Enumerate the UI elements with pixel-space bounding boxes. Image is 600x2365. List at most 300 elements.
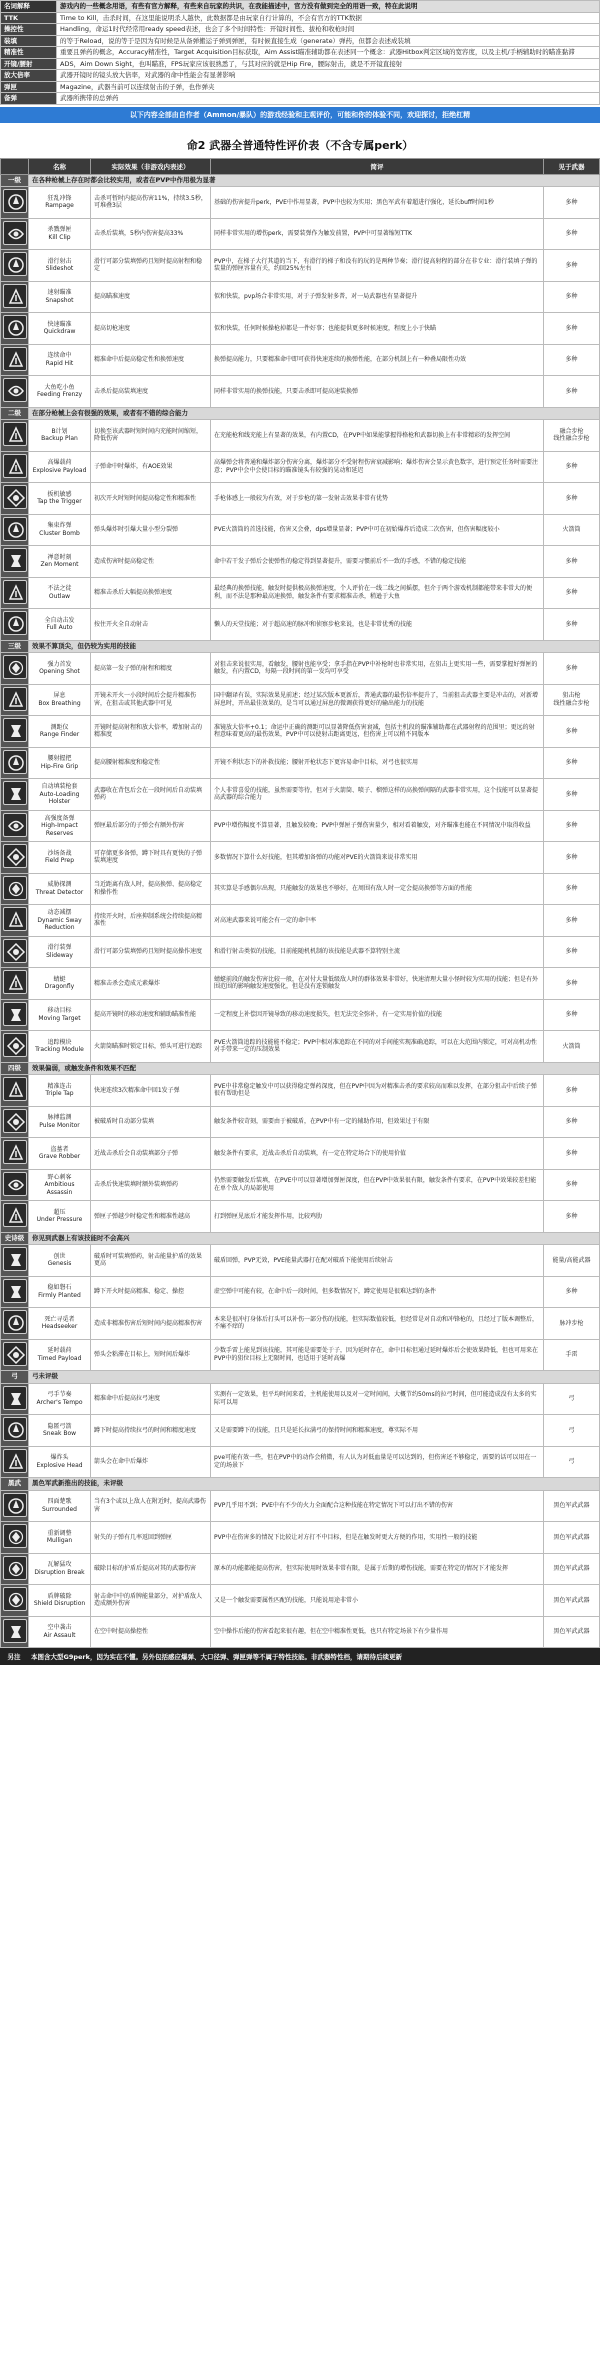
perk-effect: 被破盾时自动部分装填 [91, 1106, 211, 1138]
perk-row [1, 1383, 600, 1415]
glossary-row [1, 47, 600, 59]
perk-comment: 开镜不利状态下的补救技能；腰射开枪状态下更容易命中目标，对弓也很实用 [211, 747, 544, 779]
perk-name-cn: 连续命中 [47, 352, 72, 360]
perk-weapon: 多种 [544, 281, 600, 313]
perk-effect: 精准击杀会造成元素爆炸 [91, 968, 211, 1000]
perk-name-en: Ambitious Assassin [44, 1181, 75, 1196]
perk-name [29, 684, 91, 716]
perk-name-cn: 扳机敏感 [47, 490, 72, 498]
glossary-term: TTK [1, 12, 57, 24]
perk-name-cn: 四面楚歌 [47, 1498, 72, 1506]
perk-name-cn: 杀戮弹匣 [47, 226, 72, 234]
perk-weapon: 狙击枪 线性融合步枪 [544, 684, 600, 716]
perk-name-cn: 超压 [53, 1208, 66, 1216]
perk-effect: 在空中时提高操控性 [91, 1616, 211, 1648]
perk-icon-cell [1, 1585, 29, 1617]
perk-name-en: Cluster Bomb [39, 529, 80, 537]
name-header: 名称 [29, 158, 91, 174]
perk-icon-cell [1, 1308, 29, 1340]
perk-effect: 破除目标的护盾后提高对其的武器伤害 [91, 1553, 211, 1585]
perk-name-cn: 延时载荷 [47, 1347, 72, 1355]
perk-icon-cell [1, 483, 29, 515]
tracking-module-icon [3, 1033, 27, 1057]
perk-effect: 击杀可暂时内提高伤害11%，持续3.5秒，可堆叠3层 [91, 187, 211, 219]
section-header [1, 640, 600, 653]
perk-name [29, 1446, 91, 1478]
perk-name-cn: 全自动击发 [44, 616, 75, 624]
perk-row [1, 1106, 600, 1138]
perk-icon-cell [1, 999, 29, 1031]
perk-row [1, 1446, 600, 1478]
box-breathing-icon [3, 687, 27, 711]
perk-weapon: 多种 [544, 451, 600, 483]
perk-name [29, 483, 91, 515]
perk-row [1, 1308, 600, 1340]
perk-icon-cell [1, 873, 29, 905]
section-tier-label: 弓 [1, 1371, 29, 1384]
perk-name-en: Zen Moment [40, 561, 79, 569]
perk-weapon: 能量/高能武器 [544, 1245, 600, 1277]
perk-name [29, 451, 91, 483]
section-header [1, 1478, 600, 1491]
perk-name-en: Triple Tap [45, 1090, 74, 1098]
perk-comment: 本来是很冲打身体后打头可以补伤一部分伤的技能，但实际数值较低，但经常是对自动和冲锋枪的，且经过了版本调整后，不痛不痒的 [211, 1308, 544, 1340]
perk-name [29, 376, 91, 408]
perk-name-en: Disruption Break [34, 1568, 85, 1576]
perk-name-en: Opening Shot [39, 668, 80, 676]
ambitious-assassin-icon [3, 1172, 27, 1196]
perk-comment: 又是一个触发需要属性匹配的技能，只能说用途非常小 [211, 1585, 544, 1617]
perk-row [1, 1585, 600, 1617]
perk-name-en: Range Finder [39, 731, 80, 739]
glossary-term: 名词解释 [1, 1, 57, 13]
perk-icon-cell [1, 451, 29, 483]
glossary-definition: 的等于Reload，说的等于是因为有时候是从备弹搬运子弹到弹匣，有时候直接生成（generate）弹药，但都会表述成装填 [57, 35, 600, 47]
opening-shot-icon [3, 655, 27, 679]
perk-row [1, 653, 600, 685]
perk-effect: 快速连续3次精准命中回1发子弹 [91, 1075, 211, 1107]
perk-name [29, 936, 91, 968]
perk-weapon: 多种 [544, 653, 600, 685]
rapid-hit-icon [3, 347, 27, 371]
perk-name-cn: 不法之徒 [47, 585, 72, 593]
section-title: 你见到武器上有该技能时不会高兴 [29, 1232, 600, 1245]
perk-weapon: 融合步枪 线性融合步枪 [544, 420, 600, 452]
perk-name [29, 546, 91, 578]
perk-icon-cell [1, 905, 29, 937]
perk-name [29, 1106, 91, 1138]
perk-weapon: 多种 [544, 999, 600, 1031]
perk-row [1, 1031, 600, 1063]
icon-header [1, 158, 29, 174]
perk-name-en: Kill Clip [48, 233, 71, 241]
glossary-row [1, 93, 600, 105]
perk-icon-cell [1, 514, 29, 546]
perk-comment: 触发条件有要求，近战击杀后自动装填，有一定在特定场合下的使用价值 [211, 1138, 544, 1170]
perk-effect: 提高第一发子弹的射程和精度 [91, 653, 211, 685]
perk-effect: 箭头会在命中后爆炸 [91, 1446, 211, 1478]
perk-comment: 对狙击来说很实用，看触发，腰射也能享受；拿手指在PVP中补枪时也非常实用，在狙击上更实用一些，需要掌握好弹匣的触发，有内置CD，每隔一段时间的第一发均可享受 [211, 653, 544, 685]
perk-comment: 一定程度上补偿因开镜导致的移动速度损失，但无法完全弥补，有一定实用价值的技能 [211, 999, 544, 1031]
section-title: 黑色军武新推出的技能，未评级 [29, 1478, 600, 1491]
perk-comment: PVP中，在梯子大行其道的当下，有滑行的梯子和没有的玩的是两种节奏；滑行提高射程的部分在非专业：滑行装填子弹的装量的弹匣容量有关，约回25%左右 [211, 250, 544, 282]
perk-effect: 初次开火时短时间提高稳定性和精准性 [91, 483, 211, 515]
glossary-table [0, 0, 600, 105]
perk-icon-cell [1, 609, 29, 641]
glossary-term: 备弹 [1, 93, 57, 105]
perk-weapon: 黑色军武武器 [544, 1553, 600, 1585]
glossary-definition: 武器所携带的总弹药 [57, 93, 600, 105]
perk-weapon: 脉冲步枪 [544, 1308, 600, 1340]
perk-name [29, 187, 91, 219]
section-tier-label: 四级 [1, 1062, 29, 1075]
perk-name-en: Threat Detector [35, 888, 84, 896]
perk-comment: 打到弹匣见底后才能发挥作用，比较鸡肋 [211, 1201, 544, 1233]
page-title: 命2 武器全普通特性评价表（不含专属perk） [186, 138, 414, 152]
perk-effect: 造成非精准伤害后短时间内提高精准伤害 [91, 1308, 211, 1340]
perk-weapon: 多种 [544, 1106, 600, 1138]
perk-comment: 命中若干发子弹后会使弹性的稳定得到显著提升，需要习惯前后不一致的手感，不错的稳定技能 [211, 546, 544, 578]
backup-plan-icon [3, 422, 27, 446]
perk-comment: PVP中在伤害多的情况下比较让对方打不中目标，但是在触发时更大方便的作用，实用性一般的技能 [211, 1522, 544, 1554]
air-assault-icon [3, 1619, 27, 1643]
perk-name-en: Pulse Monitor [39, 1121, 80, 1129]
perk-effect: 近战击杀后会自动装填部分子弹 [91, 1138, 211, 1170]
perk-comment: 个人非常喜爱的技能，虽然需要等待，但对于火箭筒、喷子、榴弹这样的高换弹间隔的武器非常实用，这个技能可以显著提高武器的综合能力 [211, 779, 544, 811]
perk-row [1, 344, 600, 376]
perk-name [29, 514, 91, 546]
perk-name-cn: 测距仪 [50, 723, 69, 731]
perk-icon-cell [1, 577, 29, 609]
perk-weapon: 多种 [544, 873, 600, 905]
timed-payload-icon [3, 1342, 27, 1366]
perk-name-en: Quickdraw [43, 328, 76, 336]
perk-name-en: Moving Target [38, 1014, 81, 1022]
perk-name-en: Feeding Frenzy [36, 391, 83, 399]
perk-icon-cell [1, 968, 29, 1000]
perk-comment: 懒人的天堂技能；对于超高速的脉冲和侦察步枪来说，也是非常优秀的技能 [211, 609, 544, 641]
threat-detector-icon [3, 876, 27, 900]
perk-name-cn: 脉搏监测 [47, 1114, 72, 1122]
perk-weapon: 多种 [544, 609, 600, 641]
perk-row [1, 999, 600, 1031]
perk-comment: 基础的伤害提升perk，PVE中作用显著，PVP中也较为实用；黑色军武有着超进行强化，延长buff时间1秒 [211, 187, 544, 219]
perk-name-cn: 屏息 [53, 692, 66, 700]
perk-name [29, 577, 91, 609]
section-header [1, 1371, 600, 1384]
perk-comment: 触发条件较苛刻，需要由于被破盾，在PVP中有一定的辅助作用，但效果过于有限 [211, 1106, 544, 1138]
section-header [1, 407, 600, 420]
perk-name-en: Explosive Payload [32, 466, 87, 474]
glossary-term: 弹匣 [1, 81, 57, 93]
perk-row [1, 1522, 600, 1554]
perk-row [1, 1553, 600, 1585]
perk-comment: PVE火箭筒追踪的技能能不稳定；PVP中相对准追踪在不同的对手间能实现准确追踪，可以在大范围内锁定，可对高机动性对手带来一定的压制效果 [211, 1031, 544, 1063]
perk-weapon: 多种 [544, 483, 600, 515]
perk-name-en: Headseeker [41, 1323, 78, 1331]
perk-name-cn: 高爆载荷 [47, 459, 72, 467]
perk-effect: 破盾时可装填弹药，射击能量护盾的效果更高 [91, 1245, 211, 1277]
perk-row [1, 842, 600, 874]
perk-name-en: Dynamic Sway Reduction [37, 916, 82, 931]
perk-icon-cell [1, 1616, 29, 1648]
perk-name [29, 1245, 91, 1277]
perk-weapon: 多种 [544, 218, 600, 250]
perk-comment: 似和快装，任何时候操枪掉都是一件好事；也能提供更多时候速度，程度上小于快瞄 [211, 313, 544, 345]
perk-row [1, 873, 600, 905]
perk-effect: 武器收在背包后会在一段时间后自动装填弹药 [91, 779, 211, 811]
dragonfly-icon [3, 970, 27, 994]
dynamic-sway-reduction-icon [3, 907, 27, 931]
perk-name [29, 218, 91, 250]
perk-name-cn: B计划 [51, 427, 68, 435]
perk-name-cn: 威胁探测 [47, 881, 72, 889]
snapshot-icon [3, 284, 27, 308]
perk-weapon: 弓 [544, 1415, 600, 1447]
perk-name-cn: 盾牌破除 [47, 1592, 72, 1600]
perk-name-cn: 移动目标 [47, 1007, 72, 1015]
section-tier-label: 黑武 [1, 1478, 29, 1491]
perk-row [1, 420, 600, 452]
perk-effect: 弹头会粘滞在目标上，短时间后爆炸 [91, 1339, 211, 1371]
perk-icon-cell [1, 1245, 29, 1277]
outlaw-icon [3, 580, 27, 604]
tap-trigger-icon [3, 485, 27, 509]
section-header [1, 1062, 600, 1075]
perk-name [29, 1138, 91, 1170]
perk-weapon: 多种 [544, 936, 600, 968]
perk-name [29, 1522, 91, 1554]
section-tier-label: 一级 [1, 174, 29, 187]
perk-comment: 其实算是手感偶尔出现，只能触发的效果也不够好，在周围有敌人时一定会提高换弹等方面的性能 [211, 873, 544, 905]
perk-comment: 最经典的换弹技能，触发时提供极高换弹速度，个人评价在一线二线之间摇摆，但介于两个游戏机制都能带来非常大的便利，而不法是那种最高速换弹，触发条件有要求精准击杀，稍逊于大鱼 [211, 577, 544, 609]
perk-name [29, 1276, 91, 1308]
perk-icon-cell [1, 1522, 29, 1554]
perk-icon-cell [1, 187, 29, 219]
perk-name-cn: 动态减摆 [47, 909, 72, 916]
perk-name-cn: 自动填装枪套 [41, 783, 78, 790]
perk-name [29, 1553, 91, 1585]
perk-name [29, 1339, 91, 1371]
genesis-icon [3, 1247, 27, 1271]
perk-name-en: Box Breathing [38, 699, 81, 707]
perk-name [29, 1383, 91, 1415]
perk-name-cn: 快速瞄准 [47, 320, 72, 328]
perk-comment: 虚空弹中可能有较，在命中后一段时间，但多数情况下，蹲定使用是很难达到的条件 [211, 1276, 544, 1308]
perk-weapon: 火箭筒 [544, 1031, 600, 1063]
perk-effect: 蹲下开火时提高精准、稳定、操控 [91, 1276, 211, 1308]
firmly-planted-icon [3, 1279, 27, 1303]
rampage-icon [3, 189, 27, 213]
perk-name-en: Timed Payload [37, 1354, 82, 1362]
perk-name [29, 1490, 91, 1522]
perk-comment: 少数手雷上能见到该技能，其可能是需要处于子，因为延时存在，命中目标但通过延时爆炸后会使效果降低，但也可用来在PVP中的狙位目标上无限时间，也适用于延时高爆 [211, 1339, 544, 1371]
perk-name-cn: 空中袭击 [47, 1624, 72, 1632]
perk-effect: 弹匣子弹越少时稳定性和精准性越高 [91, 1201, 211, 1233]
perk-weapon: 多种 [544, 1276, 600, 1308]
perk-name [29, 344, 91, 376]
perk-name-cn: 蜻蜓 [53, 975, 66, 983]
footer-label: 另注 [0, 1648, 28, 1665]
perk-name-cn: 滑行装弹 [47, 944, 72, 952]
perk-row [1, 514, 600, 546]
section-title: 在部分枪械上会有很强的效果，或者有不错的综合能力 [29, 407, 600, 420]
perk-name [29, 1169, 91, 1201]
glossary-definition: Handling，命运1时代经常用ready speed表述，也会了多个时间特性：开镜时间性、拔枪和收枪时间 [57, 24, 600, 36]
perk-comment: 对高速武器来说可能会有一定的命中率 [211, 905, 544, 937]
perk-effect: 精准命中后提高稳定性和换弹速度 [91, 344, 211, 376]
perk-comment: 仍然需要触发后装填，在PVE中可以显著增加弹匣深度，但在PVP中效果很有限，触发条件有要求，在PVP中效果较差但能在单个敌人的局部使用 [211, 1169, 544, 1201]
perk-row [1, 1415, 600, 1447]
perk-name [29, 810, 91, 842]
perk-effect: 滑行可部分装填弹药且短时提高射程和稳定 [91, 250, 211, 282]
perk-effect: 击杀后提高装填速度 [91, 376, 211, 408]
section-tier-label: 史诗级 [1, 1232, 29, 1245]
perk-icon-cell [1, 1106, 29, 1138]
perk-effect: 造成伤害时提高稳定性 [91, 546, 211, 578]
perk-comment: 同样非常实用的增伤perk，需要装弹作为触发前置，PVP中可显著缩短TTK [211, 218, 544, 250]
high-impact-reserves-icon [3, 813, 27, 837]
perk-weapon: 多种 [544, 1201, 600, 1233]
perk-row [1, 1169, 600, 1201]
perk-icon-cell [1, 1339, 29, 1371]
perk-icon-cell [1, 1201, 29, 1233]
perk-weapon: 多种 [544, 810, 600, 842]
perk-weapon: 多种 [544, 905, 600, 937]
explosive-head-icon [3, 1449, 27, 1473]
perk-weapon: 多种 [544, 968, 600, 1000]
cluster-bomb-icon [3, 517, 27, 541]
slideway-icon [3, 939, 27, 963]
perk-weapon: 多种 [544, 716, 600, 748]
perk-row [1, 905, 600, 937]
perk-icon-cell [1, 842, 29, 874]
perk-icon-cell [1, 376, 29, 408]
perk-icon-cell [1, 1446, 29, 1478]
perk-effect: 提高切枪速度 [91, 313, 211, 345]
under-pressure-icon [3, 1203, 27, 1227]
perk-row [1, 281, 600, 313]
perk-name [29, 779, 91, 811]
moving-target-icon [3, 1002, 27, 1026]
perk-icon-cell [1, 546, 29, 578]
perk-effect: 射失的子弹有几率返回到弹匣 [91, 1522, 211, 1554]
perk-row [1, 1138, 600, 1170]
perk-icon-cell [1, 779, 29, 811]
perk-comment: 手枪体感上一般较为有效，对于步枪的第一发射击效果非常有优势 [211, 483, 544, 515]
perk-name [29, 250, 91, 282]
perk-weapon: 弓 [544, 1446, 600, 1478]
perk-row [1, 810, 600, 842]
perk-icon-cell [1, 810, 29, 842]
perk-comment: 同样非常实用的换弹技能，只要击杀即可提高速装换弹 [211, 376, 544, 408]
explosive-payload-icon [3, 454, 27, 478]
perk-effect: 提高腰射精准度和稳定性 [91, 747, 211, 779]
perk-name-cn: 盗墓者 [50, 1145, 69, 1153]
perk-name-en: Shield Disruption [33, 1600, 86, 1608]
quickdraw-icon [3, 315, 27, 339]
perk-comment: 换弹提高能力，只要精准命中即可获得快速连续的换弹性能，在部分机制上有一种叠局限性功效 [211, 344, 544, 376]
perk-comment: 蜻蜓前段的触发伤害比较一般，在对付大量低级敌人时的群体效果非常好，快速清理大量小怪时较为实用的技能；但是有外围范围的影响触发速度强化，但是没有连锁触发 [211, 968, 544, 1000]
perk-name [29, 873, 91, 905]
disruption-break-icon [3, 1556, 27, 1580]
perk-name [29, 1075, 91, 1107]
perk-name-en: Rapid Hit [45, 359, 74, 367]
perk-name-cn: 腰射握把 [47, 755, 72, 763]
section-title: 弓未评级 [29, 1371, 600, 1384]
perk-name-cn: 沙场备战 [47, 849, 72, 857]
perk-icon-cell [1, 1169, 29, 1201]
perk-comment: 高爆弹会将普通和爆炸部分伤害分离，爆炸部分不受射程伤害衰减影响；爆炸伤害会显示黄色数字，进行预定任务时需要注意；PVP中会中会使目标的瞄准镜头有较强的晃动和延迟 [211, 451, 544, 483]
perk-effect: 弹头爆炸时引爆大量小型分裂弹 [91, 514, 211, 546]
perk-name-en: Hip-Fire Grip [40, 762, 79, 770]
perk-effect: 蹲下时提高持续拉弓的时间和精度速度 [91, 1415, 211, 1447]
auto-loading-holster-icon [3, 781, 27, 805]
perk-weapon: 多种 [544, 747, 600, 779]
perk-name [29, 609, 91, 641]
footer-note [0, 1648, 600, 1665]
glossary-definition: Magazine，武器当前可以连续射击的子弹，也作弹夹 [57, 81, 600, 93]
perk-name-en: Surrounded [42, 1505, 77, 1513]
perk-effect: 当有3个或以上敌人在附近时，提高武器伤害 [91, 1490, 211, 1522]
perk-name-en: Auto-Loading Holster [39, 790, 80, 805]
perk-weapon: 多种 [544, 779, 600, 811]
perk-name-cn: 创世 [53, 1252, 66, 1260]
perk-name-en: Genesis [47, 1260, 72, 1268]
headseeker-icon [3, 1310, 27, 1334]
perk-row [1, 1201, 600, 1233]
perk-name-en: Sneak Bow [42, 1430, 77, 1438]
perk-name-en: Snapshot [45, 296, 74, 304]
perk-name-cn: 滑行射击 [47, 257, 72, 265]
perk-weapon: 弓 [544, 1383, 600, 1415]
perk-comment: PVE火箭筒的首选技能，伤害又会叠，dps增量显著；PVP中可在初始爆炸后造成二次伤害，但伤害幅度较小 [211, 514, 544, 546]
perk-name-en: Slideshot [45, 265, 74, 273]
perk-comment: PVE中非常稳定触发中可以获得稳定弹药深度，但在PVP中因为对精准击杀的要求较高而难以发挥，在部分狙击中后续子弹很有帮助但是 [211, 1075, 544, 1107]
mulligan-icon [3, 1524, 27, 1548]
perk-effect: 火箭筒瞄准时锁定目标，弹头可进行追踪 [91, 1031, 211, 1063]
perk-name [29, 1201, 91, 1233]
perk-effect: 击杀后装填，5秒内伤害提高33% [91, 218, 211, 250]
perk-row [1, 1276, 600, 1308]
perk-name [29, 653, 91, 685]
section-title: 在各种枪械上存在时都会比较实用，或者在PVP中作用极为显著 [29, 174, 600, 187]
perk-name-cn: 精准连击 [47, 1082, 72, 1090]
perk-row [1, 609, 600, 641]
perk-name-en: Mulligan [46, 1537, 73, 1545]
perk-name-cn: 禅意时刻 [47, 553, 72, 561]
perk-name [29, 842, 91, 874]
kill-clip-icon [3, 221, 27, 245]
perk-comment: 国中翻译有误，实际效果见前述；经过某次版本更新后，普通武器的最伤倍率提升了，当前狙击武器主要是冲击的，对新增屏息时，开出最佳效果的，是当可以通过屏息的微调获得更好的输出能力的技能 [211, 684, 544, 716]
perk-comment: pve可能有效一些，但在PVP中的动作会稍微，有人认为对低血量是可以达到的，但伤害还不够稳定，需要的话可以用在一定的场景下 [211, 1446, 544, 1478]
slideshot-icon [3, 252, 27, 276]
perk-weapon: 多种 [544, 842, 600, 874]
perk-weapon: 多种 [544, 376, 600, 408]
perk-weapon: 黑色军武武器 [544, 1522, 600, 1554]
perk-name-en: Tap the Trigger [37, 498, 82, 506]
glossary-row [1, 24, 600, 36]
perk-icon-cell [1, 1553, 29, 1585]
perk-name-en: High-Impact Reserves [41, 822, 78, 837]
perk-name-en: Outlaw [48, 592, 71, 600]
perk-name [29, 905, 91, 937]
perk-row [1, 684, 600, 716]
perk-row [1, 483, 600, 515]
glossary-definition: ADS，Aim Down Sight，也叫瞄准，FPS玩家应该很熟悉了，与其对应的就是Hip Fire，腰际射击，就是不开镜直接射 [57, 58, 600, 70]
surrounded-icon [3, 1493, 27, 1517]
perk-name [29, 1415, 91, 1447]
